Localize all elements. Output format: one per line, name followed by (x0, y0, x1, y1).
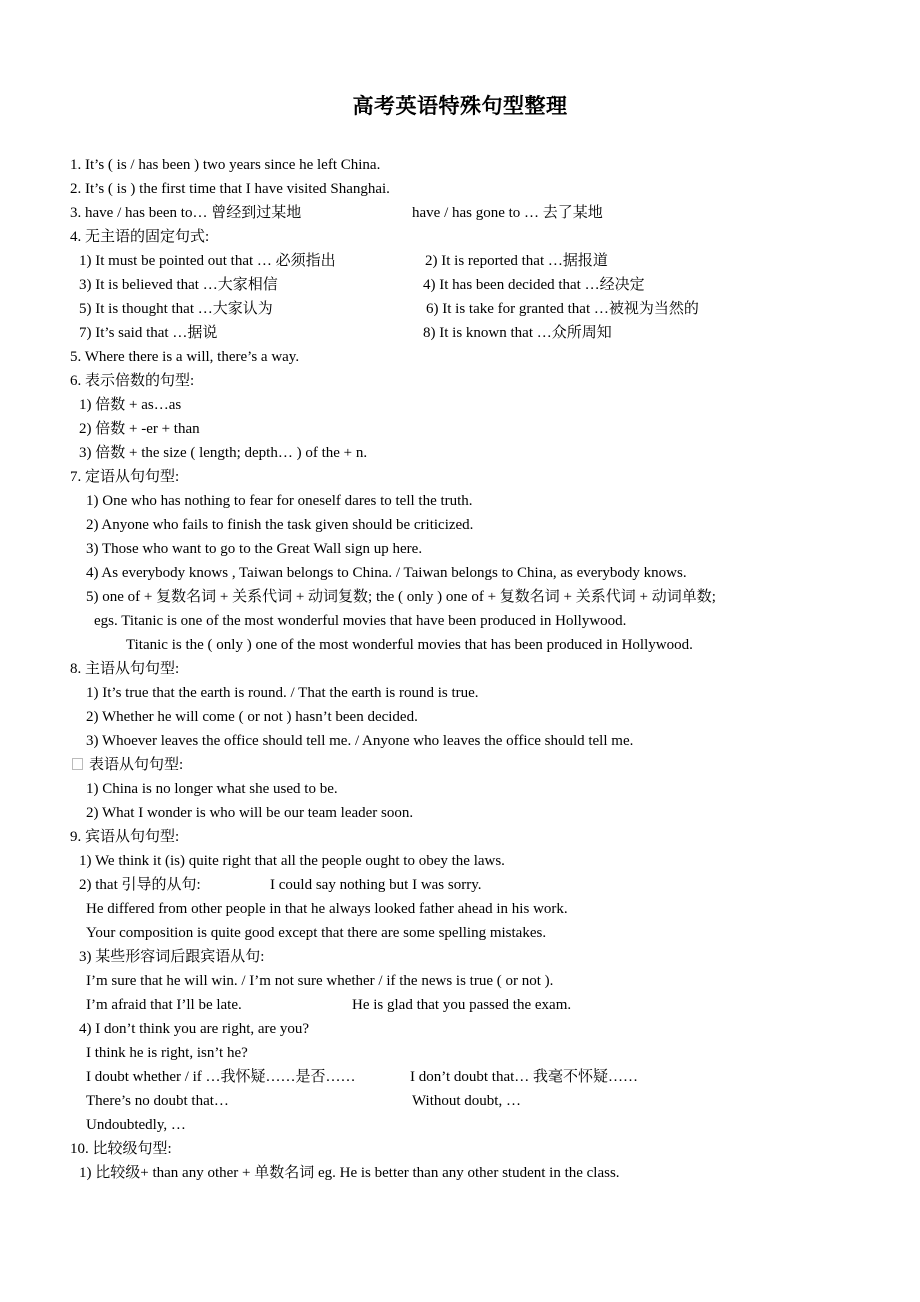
sentence-line: 1) China is no longer what she used to be. (86, 781, 338, 797)
sentence-line: 1) 比较级+ than any other + 单数名词 eg. He is better than any other student in the class. (79, 1165, 620, 1181)
sentence-line-right: 8) It is known that …众所周知 (423, 325, 612, 341)
sentence-line: 7) It’s said that …据说 (79, 325, 218, 341)
section-heading: 10. 比较级句型: (70, 1141, 172, 1157)
sentence-line: 3) It is believed that …大家相信 (79, 277, 278, 293)
sentence-line: Your composition is quite good except that there are some spelling mistakes. (86, 925, 547, 941)
section-heading: 7. 定语从句句型: (70, 469, 180, 485)
sentence-line: I doubt whether / if …我怀疑……是否…… (86, 1069, 356, 1085)
sentence-line: 1) 倍数 + as…as (79, 397, 182, 413)
sentence-line: 1) We think it (is) quite right that all the people ought to obey the laws. (79, 853, 505, 869)
section-heading: 8. 主语从句句型: (70, 661, 180, 677)
section-heading: 9. 宾语从句句型: (70, 829, 180, 845)
sentence-line: 3) Those who want to go to the Great Wall sign up here. (86, 541, 423, 557)
sentence-line-right: Without doubt, … (412, 1093, 521, 1109)
sentence-line-right: 4) It has been decided that …经决定 (423, 277, 645, 293)
sentence-line: 1. It’s ( is / has been ) two years since he left China. (70, 157, 381, 173)
sentence-line: egs. Titanic is one of the most wonderful movies that have been produced in Hollywood. (94, 613, 627, 629)
sentence-line: There’s no doubt that… (86, 1093, 229, 1109)
sentence-line: 4) I don’t think you are right, are you? (79, 1021, 310, 1037)
sentence-line: 5) It is thought that …大家认为 (79, 301, 273, 317)
sentence-line: 2) Whether he will come ( or not ) hasn’t been decided. (86, 709, 418, 725)
sentence-line: 2) 倍数 + -er + than (79, 421, 200, 437)
sentence-line: 3) Whoever leaves the office should tell me. / Anyone who leaves the office should tell me. (86, 733, 634, 749)
sentence-line: 1) One who has nothing to fear for oneself dares to tell the truth. (86, 493, 473, 509)
document-title: 高考英语特殊句型整理 (352, 94, 568, 118)
sentence-line-right: 2) It is reported that …据报道 (425, 253, 608, 269)
sentence-line-right: I could say nothing but I was sorry. (270, 877, 482, 893)
sentence-line: 5) one of + 复数名词 + 关系代词 + 动词复数; the ( only ) one of + 复数名词 + 关系代词 + 动词单数; (86, 589, 716, 605)
sentence-line: 1) It must be pointed out that … 必须指出 (79, 253, 336, 269)
sentence-line-right: have / has gone to … 去了某地 (412, 205, 603, 221)
sentence-line-right: He is glad that you passed the exam. (352, 997, 572, 1013)
sentence-line-right: 6) It is take for granted that …被视为当然的 (426, 301, 699, 317)
section-heading: 6. 表示倍数的句型: (70, 373, 195, 389)
sentence-line: 3) 倍数 + the size ( length; depth… ) of the + n. (79, 445, 368, 461)
section-heading: 4. 无主语的固定句式: (70, 229, 210, 245)
sentence-line: 2. It’s ( is ) the first time that I have visited Shanghai. (70, 181, 390, 197)
sentence-line: I’m sure that he will win. / I’m not sure whether / if the news is true ( or not ). (86, 973, 554, 989)
sentence-line: I think he is right, isn’t he? (86, 1045, 248, 1061)
sentence-line: He differed from other people in that he always looked father ahead in his work. (86, 901, 568, 917)
section-heading-text: 表语从句句型: (89, 757, 184, 773)
sentence-line-right: I don’t doubt that… 我毫不怀疑…… (410, 1069, 639, 1085)
missing-glyph-box (72, 758, 83, 770)
sentence-line: 1) It’s true that the earth is round. / That the earth is round is true. (86, 685, 479, 701)
sentence-line: 5. Where there is a will, there’s a way. (70, 349, 300, 365)
sentence-line: 4) As everybody knows , Taiwan belongs to China. / Taiwan belongs to China, as everybody knows. (86, 565, 687, 581)
sentence-line: 3. have / has been to… 曾经到过某地 (70, 205, 302, 221)
sentence-line: I’m afraid that I’ll be late. (86, 997, 242, 1013)
sentence-line: 2) Anyone who fails to finish the task given should be criticized. (86, 517, 474, 533)
sentence-line: Titanic is the ( only ) one of the most wonderful movies that has been produced in Hollywood. (126, 637, 693, 653)
sentence-line: 2) What I wonder is who will be our team leader soon. (86, 805, 414, 821)
sentence-line: 2) that 引导的从句: (79, 877, 201, 893)
section-heading (72, 756, 183, 774)
sentence-line: Undoubtedly, … (86, 1117, 186, 1133)
sentence-line: 3) 某些形容词后跟宾语从句: (79, 949, 265, 965)
